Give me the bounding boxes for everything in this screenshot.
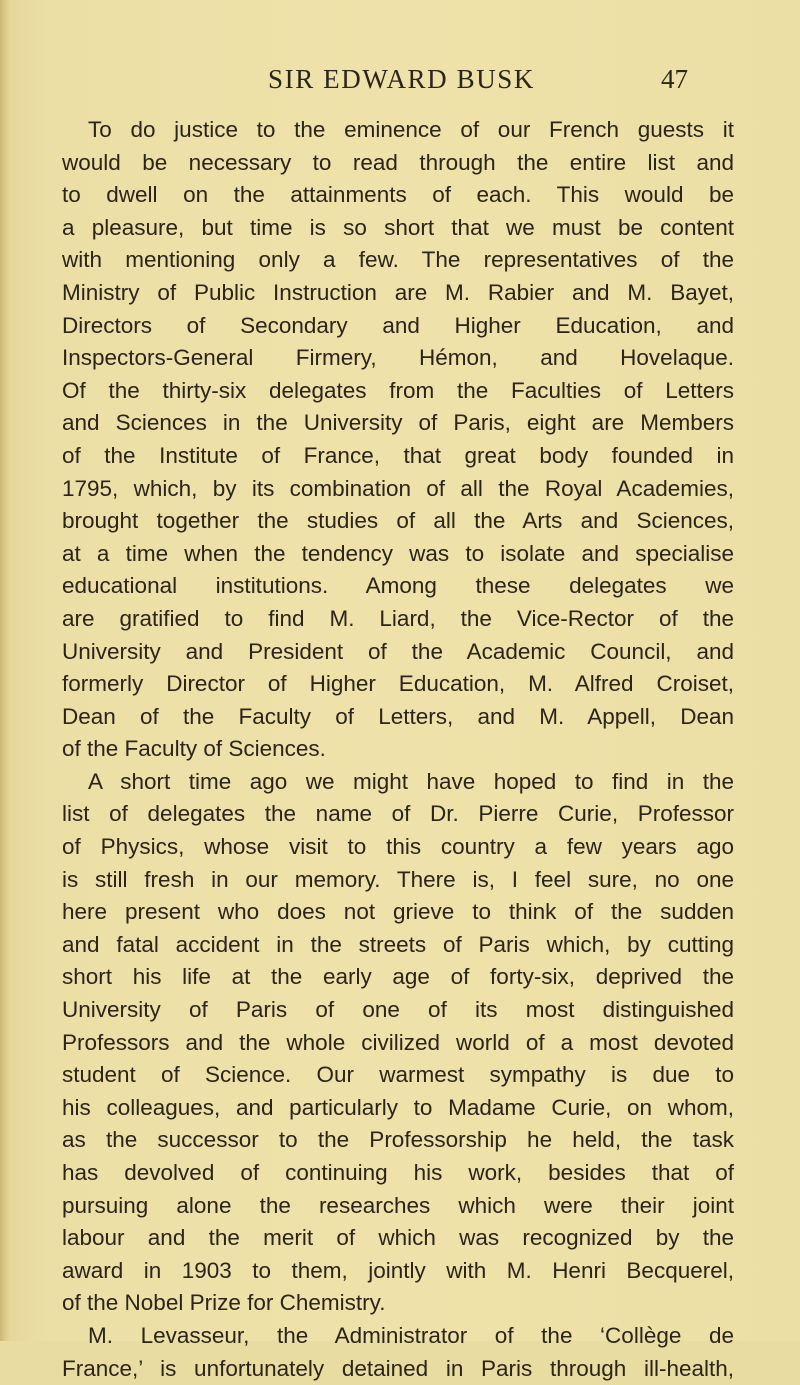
text-line: educational institutions. Among these delegates we (62, 573, 734, 599)
text-line: with mentioning only a few. The representatives of the (62, 247, 734, 273)
text-line: and Sciences in the University of Paris, eight are Members (62, 410, 734, 436)
text-line: would be necessary to read through the entire list and (62, 149, 734, 175)
text-line: of the Institute of France, that great body founded in (62, 442, 734, 468)
text-line: of the Nobel Prize for Chemistry. (62, 1290, 386, 1316)
text-line: award in 1903 to them, jointly with M. Henri Becquerel, (62, 1257, 734, 1283)
text-line: as the successor to the Professorship he held, the task (62, 1127, 734, 1153)
text-line: A short time ago we might have hoped to find in the (88, 768, 734, 794)
text-line: list of delegates the name of Dr. Pierre Curie, Professor (62, 801, 734, 827)
body-text (62, 114, 734, 1385)
text-line: of the Faculty of Sciences. (62, 736, 326, 762)
text-line: Of the thirty-six delegates from the Faculties of Letters (62, 377, 734, 403)
text-line: Directors of Secondary and Higher Education, and (62, 312, 734, 338)
page-gutter-shadow (0, 0, 10, 1341)
paragraph-3 (62, 1320, 734, 1385)
text-line: University of Paris of one of its most distinguished (62, 997, 734, 1023)
text-line: of Physics, whose visit to this country a few years ago (62, 834, 734, 860)
text-line: Inspectors-General Firmery, Hémon, and Hovelaque. (62, 345, 734, 371)
text-line: his colleagues, and particularly to Madame Curie, on whom, (62, 1094, 734, 1120)
running-head: SIR EDWARD BUSK (268, 64, 536, 94)
paragraph-2 (62, 766, 734, 1320)
text-line: University and President of the Academic Council, and (62, 638, 734, 664)
text-line: pursuing alone the researches which were their joint (62, 1192, 734, 1218)
text-line: is still fresh in our memory. There is, I feel sure, no one (62, 866, 734, 892)
text-line: to dwell on the attainments of each. This would be (62, 182, 734, 208)
text-line: here present who does not grieve to think of the sudden (62, 899, 734, 925)
text-line: has devolved of continuing his work, besides that of (62, 1160, 734, 1185)
text-line: Ministry of Public Instruction are M. Rabier and M. Bayet, (62, 279, 734, 305)
text-line: Professors and the whole civilized world of a most devoted (62, 1029, 734, 1055)
text-line: short his life at the early age of forty-six, deprived the (62, 964, 734, 990)
text-line: France,’ is unfortunately detained in Paris through ill-health, (62, 1355, 734, 1381)
text-line: To do justice to the eminence of our French guests it (88, 117, 734, 142)
text-line: brought together the studies of all the Arts and Sciences, (62, 508, 734, 534)
text-line: M. Levasseur, the Administrator of the ‘Collège de (88, 1322, 734, 1348)
text-line: are gratified to find M. Liard, the Vice-Rector of the (62, 605, 734, 631)
text-line: student of Science. Our warmest sympathy is due to (62, 1062, 734, 1088)
text-line: Dean of the Faculty of Letters, and M. Appell, Dean (62, 703, 734, 729)
text-line: 1795, which, by its combination of all the Royal Academies, (62, 475, 734, 501)
page-number: 47 (661, 64, 688, 94)
text-line: labour and the merit of which was recognized by the (62, 1225, 734, 1251)
text-line: and fatal accident in the streets of Paris which, by cutting (62, 931, 734, 957)
page-header (268, 64, 688, 100)
text-line: at a time when the tendency was to isolate and specialise (62, 540, 734, 566)
paragraph-1 (62, 114, 734, 766)
text-line: formerly Director of Higher Education, M. Alfred Croiset, (62, 671, 734, 697)
text-line: a pleasure, but time is so short that we must be content (62, 214, 734, 240)
